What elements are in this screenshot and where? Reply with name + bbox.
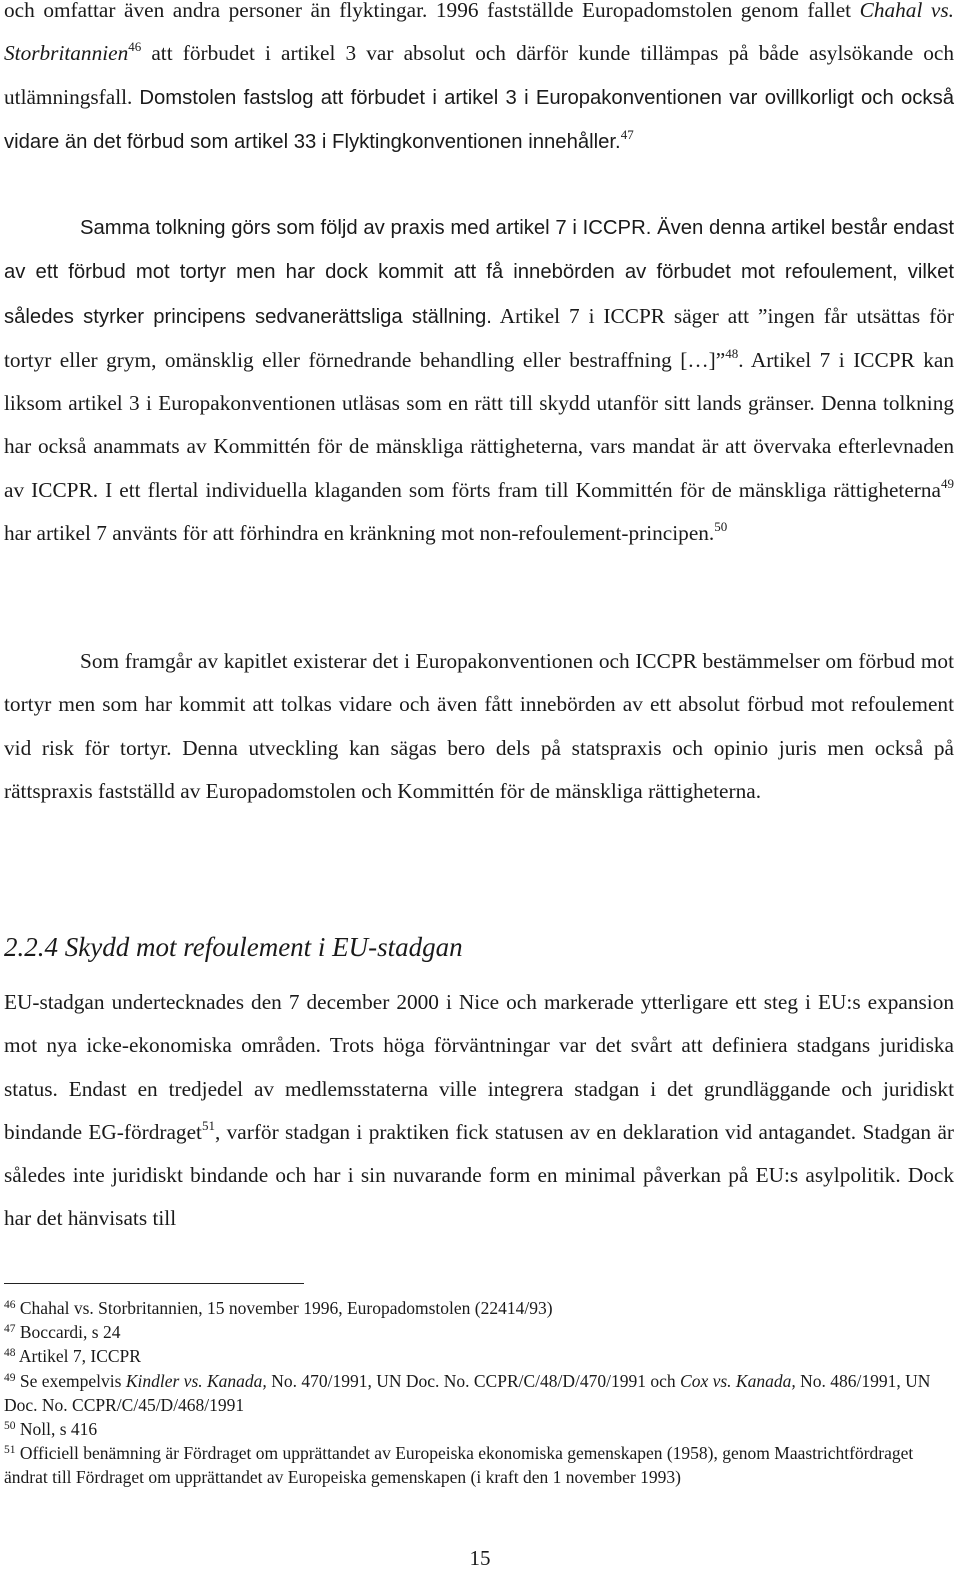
paragraph-text: att förbudet i artikel 3 var absolut och därför kunde tillämpas på både asylsökande och utlämningsfall. — [4, 41, 954, 109]
footnote-ref-51[interactable]: 51 — [201, 1117, 215, 1133]
paragraph-2 — [4, 206, 954, 555]
footnote-text: Chahal vs. Storbritannien, 15 november 1996, Europadomstolen (22414/93) — [19, 1298, 553, 1318]
footnote-text: Se exempelvis — [19, 1370, 126, 1391]
footnote-ref-46[interactable]: 46 — [128, 39, 142, 55]
footnote-ref-50[interactable]: 50 — [714, 519, 728, 535]
case-name: Kindler vs. Kanada, — [125, 1370, 267, 1391]
footnote-number: 49 — [4, 1371, 16, 1384]
footnote-text: Artikel 7, ICCPR — [18, 1346, 141, 1367]
footnote-46 — [4, 1296, 954, 1320]
footnote-text: No. 470/1991, UN Doc. No. CCPR/C/48/D/470/1991 och — [266, 1370, 681, 1391]
footnote-text: Boccardi, s 24 — [19, 1322, 121, 1343]
footnote-text: No. 486/1991, UN Doc. No. CCPR/C/45/D/468/1991 — [4, 1370, 931, 1415]
paragraph-4 — [4, 981, 954, 1241]
paragraph-text: , varför stadgan i praktiken fick statusen av en deklaration vid antagandet. Stadgan är således inte juridiskt bindande och har i sin nuvarande form en minimal påverkan på EU:s asylpolitik. Dock har det hänvisats till — [4, 1119, 954, 1231]
paragraph-text: Artikel 7 i ICCPR säger att ”ingen får utsättas för tortyr eller grym, omänsklig eller förnedrande behandling eller bestraffning […]” — [4, 303, 954, 372]
paragraph-text-sans: Domstolen fastslog att förbudet i artikel 3 i Europakonventionen var ovillkorligt och också vidare än det förbud som artikel 33 i Flyktingkonventionen innehåller. — [4, 86, 954, 153]
footnote-ref-47[interactable]: 47 — [620, 126, 634, 142]
paragraph-text: har artikel 7 använts för att förhindra en kränkning mot non-refoulement-principen. — [4, 521, 715, 546]
footnote-number: 46 — [4, 1299, 16, 1311]
footnote-49 — [4, 1369, 954, 1417]
footnote-number: 47 — [4, 1323, 16, 1336]
footnote-50 — [4, 1417, 954, 1441]
footnotes — [4, 1296, 954, 1490]
case-name: Chahal vs. Storbritannien — [4, 0, 954, 66]
paragraph-text-sans: Även denna artikel består endast av ett förbud mot tortyr men har dock kommit att få innebörden av förbudet mot refoulement, vilket således styrker principens sedvanerättsliga ställning. — [4, 217, 954, 328]
case-name: Cox vs. Kanada, — [680, 1370, 796, 1391]
footnote-ref-48[interactable]: 48 — [725, 345, 739, 361]
paragraph-1 — [4, 0, 954, 164]
section-heading: 2.2.4 Skydd mot refoulement i EU-stadgan — [4, 932, 463, 962]
footnote-text: Noll, s 416 — [19, 1419, 98, 1440]
footnote-47 — [4, 1320, 954, 1344]
footnote-number: 48 — [4, 1347, 16, 1360]
footnote-number: 51 — [4, 1444, 16, 1457]
paragraph-3 — [4, 640, 954, 813]
paragraph-text: och omfattar även andra personer än flyktingar. 1996 fastställde Europadomstolen genom fallet — [4, 0, 860, 22]
footnote-48 — [4, 1344, 954, 1368]
paragraph-text: Som framgår av kapitlet existerar det i Europakonventionen och ICCPR bestämmelser om förbud mot tortyr men som har kommit att tolkas vidare och även fått innebörden av ett absolut förbud mot refoulement vid risk för tortyr. Denna utveckling kan sägas bero dels på statspraxis och opinio juris men också på rättspraxis fastställd av Europadomstolen och Kommittén för de mänskliga rättigheterna. — [4, 649, 954, 803]
paragraph-text: EU-stadgan undertecknades den 7 december 2000 i Nice och markerade ytterligare ett steg i EU:s expansion mot nya icke-ekonomiska områden. Trots höga förväntningar var det svårt att definiera stadgans juridiska status. Endast en tredjedel av medlemsstaterna ville integrera stadgan i det grundläggande och juridiskt bindande EG-fördraget — [4, 990, 954, 1144]
footnote-separator — [4, 1283, 304, 1284]
footnote-number: 50 — [4, 1420, 16, 1433]
paragraph-text-sans: Samma tolkning görs som följd av praxis med artikel 7 i ICCPR. — [80, 217, 652, 239]
footnote-ref-49[interactable]: 49 — [941, 475, 954, 491]
page-number: 15 — [469, 1546, 491, 1570]
footnote-text: Officiell benämning är Fördraget om upprättandet av Europeiska ekonomiska gemenskapen (1958), genom Maastrichtfördraget ändrat till Fördraget om upprättandet av Europeiska gemenskapen (i kraft den 1 november 1993) — [4, 1443, 914, 1488]
footnote-51 — [4, 1441, 954, 1489]
paragraph-text: . Artikel 7 i ICCPR kan liksom artikel 3 i Europakonventionen utläsas som en rätt till skydd utanför sitt lands gränser. Denna tolkning har också anammats av Kommittén för de mänskliga rättigheterna, vars mandat är att övervaka efterlevnaden av ICCPR. I ett flertal individuella klaganden som förts fram till Kommittén för de mänskliga rättigheterna — [4, 347, 954, 502]
